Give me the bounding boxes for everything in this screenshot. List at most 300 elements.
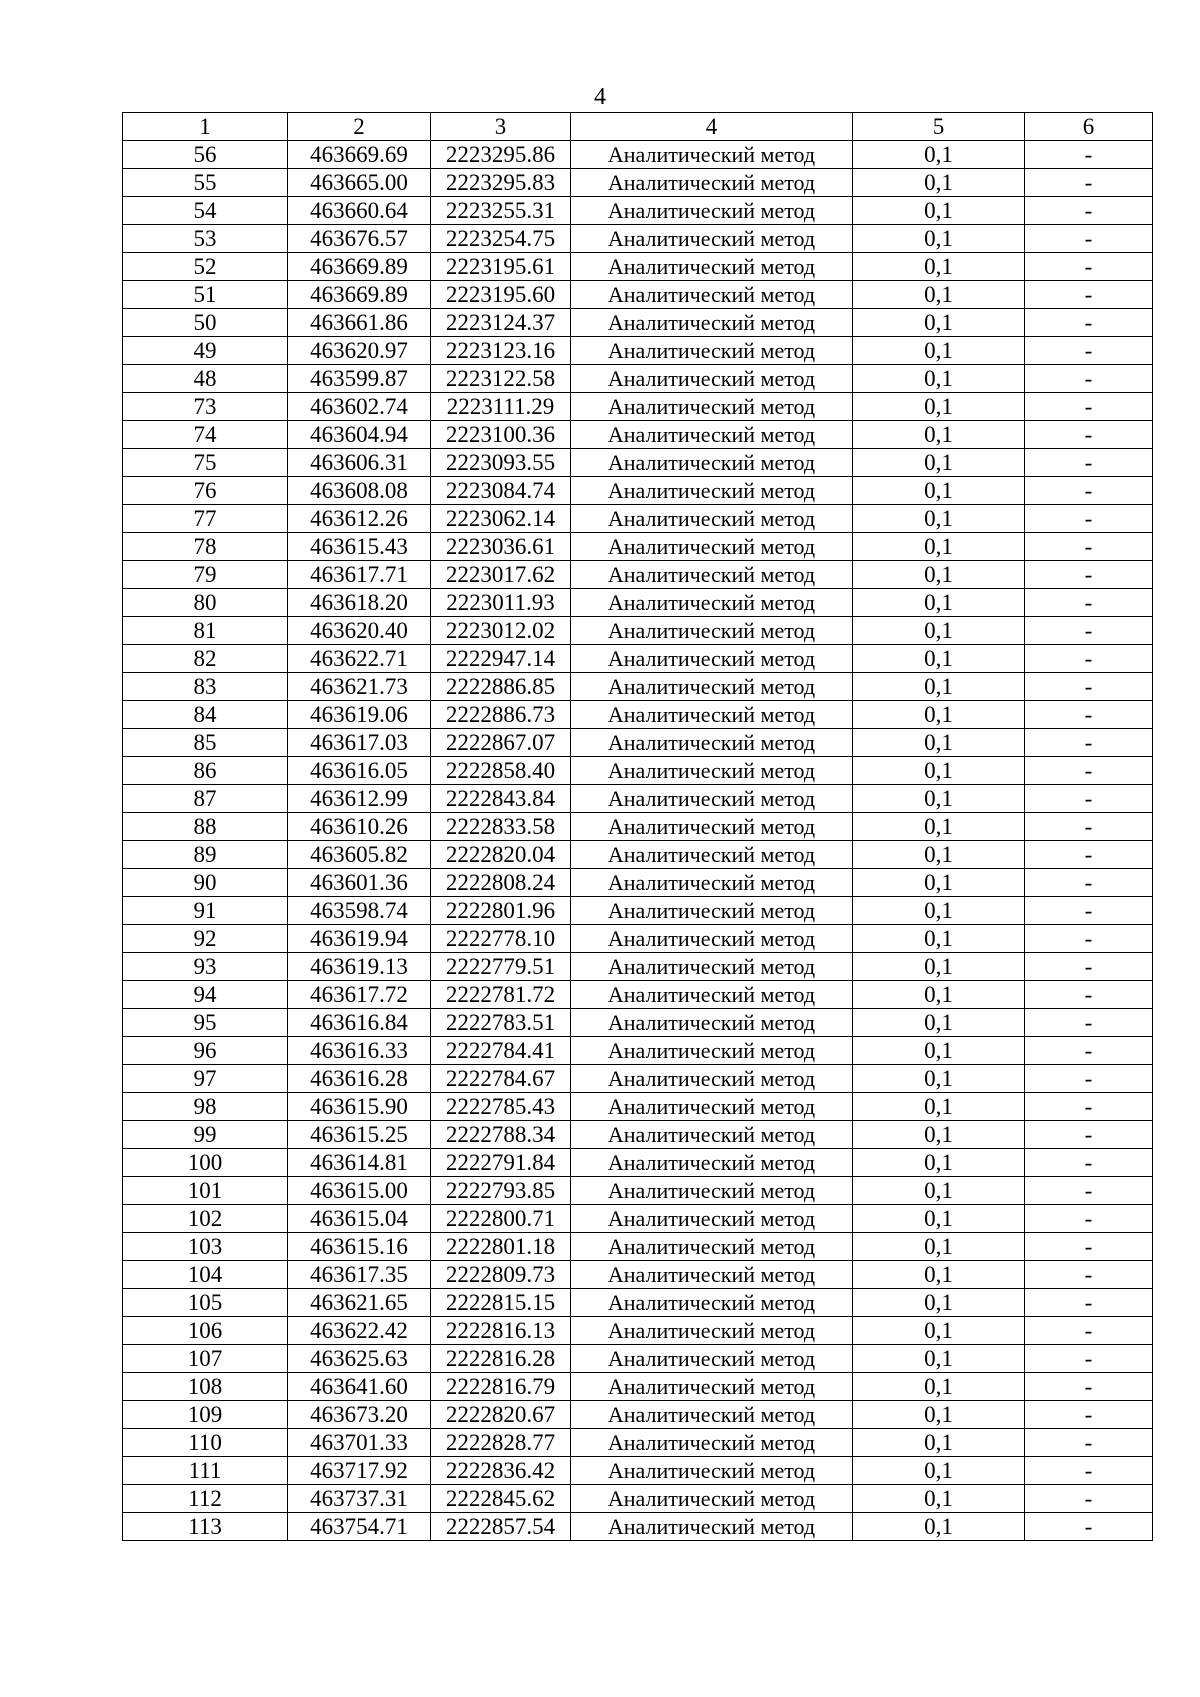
description-cell: - <box>1025 1205 1153 1233</box>
point-number-cell: 78 <box>123 533 288 561</box>
description-cell: - <box>1025 1513 1153 1541</box>
accuracy-cell: 0,1 <box>853 953 1025 981</box>
table-row <box>123 1009 1153 1037</box>
table-row <box>123 505 1153 533</box>
accuracy-cell: 0,1 <box>853 449 1025 477</box>
x-coordinate-cell: 463617.71 <box>288 561 431 589</box>
point-number-cell: 86 <box>123 757 288 785</box>
description-cell: - <box>1025 1037 1153 1065</box>
table-row <box>123 1457 1153 1485</box>
method-cell: Аналитический метод <box>571 1037 853 1065</box>
point-number-cell: 51 <box>123 281 288 309</box>
y-coordinate-cell: 2222791.84 <box>431 1149 571 1177</box>
x-coordinate-cell: 463619.13 <box>288 953 431 981</box>
y-coordinate-cell: 2222833.58 <box>431 813 571 841</box>
point-number-cell: 54 <box>123 197 288 225</box>
accuracy-cell: 0,1 <box>853 337 1025 365</box>
accuracy-cell: 0,1 <box>853 197 1025 225</box>
description-cell: - <box>1025 1345 1153 1373</box>
accuracy-cell: 0,1 <box>853 981 1025 1009</box>
method-cell: Аналитический метод <box>571 645 853 673</box>
y-coordinate-cell: 2222857.54 <box>431 1513 571 1541</box>
description-cell: - <box>1025 281 1153 309</box>
accuracy-cell: 0,1 <box>853 1345 1025 1373</box>
description-cell: - <box>1025 645 1153 673</box>
y-coordinate-cell: 2223093.55 <box>431 449 571 477</box>
description-cell: - <box>1025 337 1153 365</box>
accuracy-cell: 0,1 <box>853 505 1025 533</box>
table-row <box>123 897 1153 925</box>
point-number-cell: 113 <box>123 1513 288 1541</box>
table-row <box>123 953 1153 981</box>
point-number-cell: 50 <box>123 309 288 337</box>
accuracy-cell: 0,1 <box>853 1457 1025 1485</box>
accuracy-cell: 0,1 <box>853 1065 1025 1093</box>
table-row <box>123 1317 1153 1345</box>
point-number-cell: 108 <box>123 1373 288 1401</box>
accuracy-cell: 0,1 <box>853 1205 1025 1233</box>
x-coordinate-cell: 463598.74 <box>288 897 431 925</box>
method-cell: Аналитический метод <box>571 1121 853 1149</box>
point-number-cell: 98 <box>123 1093 288 1121</box>
method-cell: Аналитический метод <box>571 1513 853 1541</box>
header-cell: 4 <box>571 113 853 141</box>
y-coordinate-cell: 2223255.31 <box>431 197 571 225</box>
x-coordinate-cell: 463669.69 <box>288 141 431 169</box>
table-row <box>123 169 1153 197</box>
x-coordinate-cell: 463754.71 <box>288 1513 431 1541</box>
point-number-cell: 77 <box>123 505 288 533</box>
table-row <box>123 1513 1153 1541</box>
y-coordinate-cell: 2222843.84 <box>431 785 571 813</box>
table-row <box>123 813 1153 841</box>
table-row <box>123 757 1153 785</box>
table-row <box>123 645 1153 673</box>
point-number-cell: 85 <box>123 729 288 757</box>
method-cell: Аналитический метод <box>571 505 853 533</box>
x-coordinate-cell: 463618.20 <box>288 589 431 617</box>
x-coordinate-cell: 463608.08 <box>288 477 431 505</box>
x-coordinate-cell: 463615.90 <box>288 1093 431 1121</box>
table-row <box>123 673 1153 701</box>
y-coordinate-cell: 2223084.74 <box>431 477 571 505</box>
method-cell: Аналитический метод <box>571 281 853 309</box>
description-cell: - <box>1025 1261 1153 1289</box>
header-cell: 6 <box>1025 113 1153 141</box>
accuracy-cell: 0,1 <box>853 1233 1025 1261</box>
method-cell: Аналитический метод <box>571 1065 853 1093</box>
y-coordinate-cell: 2223111.29 <box>431 393 571 421</box>
x-coordinate-cell: 463717.92 <box>288 1457 431 1485</box>
point-number-cell: 83 <box>123 673 288 701</box>
accuracy-cell: 0,1 <box>853 309 1025 337</box>
accuracy-cell: 0,1 <box>853 141 1025 169</box>
table-row <box>123 589 1153 617</box>
accuracy-cell: 0,1 <box>853 1429 1025 1457</box>
description-cell: - <box>1025 1093 1153 1121</box>
description-cell: - <box>1025 393 1153 421</box>
y-coordinate-cell: 2222867.07 <box>431 729 571 757</box>
method-cell: Аналитический метод <box>571 1401 853 1429</box>
y-coordinate-cell: 2223122.58 <box>431 365 571 393</box>
point-number-cell: 102 <box>123 1205 288 1233</box>
method-cell: Аналитический метод <box>571 1373 853 1401</box>
table-row <box>123 253 1153 281</box>
point-number-cell: 94 <box>123 981 288 1009</box>
accuracy-cell: 0,1 <box>853 169 1025 197</box>
y-coordinate-cell: 2222845.62 <box>431 1485 571 1513</box>
y-coordinate-cell: 2222778.10 <box>431 925 571 953</box>
method-cell: Аналитический метод <box>571 981 853 1009</box>
table-row <box>123 141 1153 169</box>
y-coordinate-cell: 2223124.37 <box>431 309 571 337</box>
description-cell: - <box>1025 309 1153 337</box>
accuracy-cell: 0,1 <box>853 729 1025 757</box>
accuracy-cell: 0,1 <box>853 1009 1025 1037</box>
description-cell: - <box>1025 225 1153 253</box>
x-coordinate-cell: 463610.26 <box>288 813 431 841</box>
description-cell: - <box>1025 1177 1153 1205</box>
x-coordinate-cell: 463665.00 <box>288 169 431 197</box>
x-coordinate-cell: 463619.06 <box>288 701 431 729</box>
description-cell: - <box>1025 953 1153 981</box>
method-cell: Аналитический метод <box>571 253 853 281</box>
description-cell: - <box>1025 1429 1153 1457</box>
x-coordinate-cell: 463621.65 <box>288 1289 431 1317</box>
accuracy-cell: 0,1 <box>853 645 1025 673</box>
point-number-cell: 73 <box>123 393 288 421</box>
y-coordinate-cell: 2222793.85 <box>431 1177 571 1205</box>
point-number-cell: 95 <box>123 1009 288 1037</box>
description-cell: - <box>1025 561 1153 589</box>
accuracy-cell: 0,1 <box>853 813 1025 841</box>
y-coordinate-cell: 2223254.75 <box>431 225 571 253</box>
header-cell: 5 <box>853 113 1025 141</box>
point-number-cell: 87 <box>123 785 288 813</box>
accuracy-cell: 0,1 <box>853 281 1025 309</box>
point-number-cell: 88 <box>123 813 288 841</box>
y-coordinate-cell: 2222808.24 <box>431 869 571 897</box>
table-row <box>123 1345 1153 1373</box>
point-number-cell: 49 <box>123 337 288 365</box>
x-coordinate-cell: 463615.00 <box>288 1177 431 1205</box>
method-cell: Аналитический метод <box>571 925 853 953</box>
y-coordinate-cell: 2223195.60 <box>431 281 571 309</box>
description-cell: - <box>1025 421 1153 449</box>
description-cell: - <box>1025 1233 1153 1261</box>
x-coordinate-cell: 463612.99 <box>288 785 431 813</box>
y-coordinate-cell: 2222801.96 <box>431 897 571 925</box>
x-coordinate-cell: 463617.72 <box>288 981 431 1009</box>
table-row <box>123 1401 1153 1429</box>
accuracy-cell: 0,1 <box>853 617 1025 645</box>
description-cell: - <box>1025 757 1153 785</box>
method-cell: Аналитический метод <box>571 1345 853 1373</box>
table-row <box>123 309 1153 337</box>
table-row <box>123 1205 1153 1233</box>
point-number-cell: 101 <box>123 1177 288 1205</box>
x-coordinate-cell: 463615.04 <box>288 1205 431 1233</box>
point-number-cell: 96 <box>123 1037 288 1065</box>
x-coordinate-cell: 463701.33 <box>288 1429 431 1457</box>
description-cell: - <box>1025 1485 1153 1513</box>
description-cell: - <box>1025 925 1153 953</box>
table-header-row <box>123 113 1153 141</box>
point-number-cell: 107 <box>123 1345 288 1373</box>
accuracy-cell: 0,1 <box>853 757 1025 785</box>
accuracy-cell: 0,1 <box>853 785 1025 813</box>
x-coordinate-cell: 463660.64 <box>288 197 431 225</box>
y-coordinate-cell: 2222788.34 <box>431 1121 571 1149</box>
method-cell: Аналитический метод <box>571 337 853 365</box>
accuracy-cell: 0,1 <box>853 533 1025 561</box>
method-cell: Аналитический метод <box>571 757 853 785</box>
point-number-cell: 103 <box>123 1233 288 1261</box>
point-number-cell: 55 <box>123 169 288 197</box>
point-number-cell: 93 <box>123 953 288 981</box>
point-number-cell: 106 <box>123 1317 288 1345</box>
y-coordinate-cell: 2223295.86 <box>431 141 571 169</box>
table-row <box>123 981 1153 1009</box>
x-coordinate-cell: 463620.40 <box>288 617 431 645</box>
description-cell: - <box>1025 981 1153 1009</box>
y-coordinate-cell: 2222816.79 <box>431 1373 571 1401</box>
page-number: 4 <box>594 84 606 110</box>
table-row <box>123 785 1153 813</box>
point-number-cell: 75 <box>123 449 288 477</box>
point-number-cell: 81 <box>123 617 288 645</box>
y-coordinate-cell: 2222820.67 <box>431 1401 571 1429</box>
table-row <box>123 925 1153 953</box>
method-cell: Аналитический метод <box>571 1485 853 1513</box>
point-number-cell: 89 <box>123 841 288 869</box>
method-cell: Аналитический метод <box>571 1177 853 1205</box>
method-cell: Аналитический метод <box>571 953 853 981</box>
point-number-cell: 111 <box>123 1457 288 1485</box>
description-cell: - <box>1025 1121 1153 1149</box>
description-cell: - <box>1025 673 1153 701</box>
description-cell: - <box>1025 253 1153 281</box>
table-row <box>123 729 1153 757</box>
description-cell: - <box>1025 533 1153 561</box>
table-body <box>123 141 1153 1541</box>
table-row <box>123 701 1153 729</box>
accuracy-cell: 0,1 <box>853 225 1025 253</box>
accuracy-cell: 0,1 <box>853 1373 1025 1401</box>
accuracy-cell: 0,1 <box>853 1289 1025 1317</box>
accuracy-cell: 0,1 <box>853 841 1025 869</box>
point-number-cell: 104 <box>123 1261 288 1289</box>
table-row <box>123 1149 1153 1177</box>
table-row <box>123 1121 1153 1149</box>
method-cell: Аналитический метод <box>571 869 853 897</box>
y-coordinate-cell: 2223012.02 <box>431 617 571 645</box>
x-coordinate-cell: 463616.33 <box>288 1037 431 1065</box>
accuracy-cell: 0,1 <box>853 365 1025 393</box>
table-row <box>123 393 1153 421</box>
method-cell: Аналитический метод <box>571 1289 853 1317</box>
method-cell: Аналитический метод <box>571 897 853 925</box>
description-cell: - <box>1025 841 1153 869</box>
accuracy-cell: 0,1 <box>853 1513 1025 1541</box>
x-coordinate-cell: 463617.03 <box>288 729 431 757</box>
table-row <box>123 477 1153 505</box>
y-coordinate-cell: 2223011.93 <box>431 589 571 617</box>
accuracy-cell: 0,1 <box>853 925 1025 953</box>
x-coordinate-cell: 463604.94 <box>288 421 431 449</box>
accuracy-cell: 0,1 <box>853 897 1025 925</box>
x-coordinate-cell: 463737.31 <box>288 1485 431 1513</box>
table-row <box>123 449 1153 477</box>
table-row <box>123 841 1153 869</box>
y-coordinate-cell: 2223123.16 <box>431 337 571 365</box>
method-cell: Аналитический метод <box>571 365 853 393</box>
y-coordinate-cell: 2223295.83 <box>431 169 571 197</box>
description-cell: - <box>1025 1373 1153 1401</box>
y-coordinate-cell: 2222820.04 <box>431 841 571 869</box>
accuracy-cell: 0,1 <box>853 1149 1025 1177</box>
table-row <box>123 1065 1153 1093</box>
table-row <box>123 617 1153 645</box>
y-coordinate-cell: 2223195.61 <box>431 253 571 281</box>
header-cell: 1 <box>123 113 288 141</box>
y-coordinate-cell: 2222886.85 <box>431 673 571 701</box>
y-coordinate-cell: 2222784.67 <box>431 1065 571 1093</box>
description-cell: - <box>1025 1009 1153 1037</box>
accuracy-cell: 0,1 <box>853 673 1025 701</box>
description-cell: - <box>1025 1149 1153 1177</box>
table-row <box>123 197 1153 225</box>
x-coordinate-cell: 463620.97 <box>288 337 431 365</box>
description-cell: - <box>1025 1317 1153 1345</box>
table-row <box>123 1261 1153 1289</box>
method-cell: Аналитический метод <box>571 701 853 729</box>
method-cell: Аналитический метод <box>571 421 853 449</box>
accuracy-cell: 0,1 <box>853 1261 1025 1289</box>
description-cell: - <box>1025 701 1153 729</box>
method-cell: Аналитический метод <box>571 813 853 841</box>
table-row <box>123 561 1153 589</box>
accuracy-cell: 0,1 <box>853 1093 1025 1121</box>
coordinates-table <box>122 112 1153 1541</box>
point-number-cell: 100 <box>123 1149 288 1177</box>
method-cell: Аналитический метод <box>571 1149 853 1177</box>
y-coordinate-cell: 2222801.18 <box>431 1233 571 1261</box>
y-coordinate-cell: 2223036.61 <box>431 533 571 561</box>
description-cell: - <box>1025 869 1153 897</box>
table-row <box>123 1037 1153 1065</box>
table-row <box>123 869 1153 897</box>
x-coordinate-cell: 463601.36 <box>288 869 431 897</box>
y-coordinate-cell: 2222815.15 <box>431 1289 571 1317</box>
point-number-cell: 79 <box>123 561 288 589</box>
y-coordinate-cell: 2222781.72 <box>431 981 571 1009</box>
accuracy-cell: 0,1 <box>853 393 1025 421</box>
x-coordinate-cell: 463615.16 <box>288 1233 431 1261</box>
table-row <box>123 1373 1153 1401</box>
method-cell: Аналитический метод <box>571 309 853 337</box>
method-cell: Аналитический метод <box>571 1093 853 1121</box>
x-coordinate-cell: 463673.20 <box>288 1401 431 1429</box>
method-cell: Аналитический метод <box>571 617 853 645</box>
accuracy-cell: 0,1 <box>853 1037 1025 1065</box>
point-number-cell: 91 <box>123 897 288 925</box>
header-cell: 3 <box>431 113 571 141</box>
accuracy-cell: 0,1 <box>853 477 1025 505</box>
y-coordinate-cell: 2223017.62 <box>431 561 571 589</box>
x-coordinate-cell: 463641.60 <box>288 1373 431 1401</box>
table-row <box>123 1429 1153 1457</box>
method-cell: Аналитический метод <box>571 393 853 421</box>
table-row <box>123 421 1153 449</box>
description-cell: - <box>1025 785 1153 813</box>
x-coordinate-cell: 463661.86 <box>288 309 431 337</box>
accuracy-cell: 0,1 <box>853 1317 1025 1345</box>
x-coordinate-cell: 463676.57 <box>288 225 431 253</box>
x-coordinate-cell: 463616.28 <box>288 1065 431 1093</box>
y-coordinate-cell: 2222785.43 <box>431 1093 571 1121</box>
table-row <box>123 1485 1153 1513</box>
x-coordinate-cell: 463606.31 <box>288 449 431 477</box>
method-cell: Аналитический метод <box>571 169 853 197</box>
accuracy-cell: 0,1 <box>853 1401 1025 1429</box>
x-coordinate-cell: 463614.81 <box>288 1149 431 1177</box>
accuracy-cell: 0,1 <box>853 1177 1025 1205</box>
description-cell: - <box>1025 1457 1153 1485</box>
method-cell: Аналитический метод <box>571 141 853 169</box>
description-cell: - <box>1025 365 1153 393</box>
accuracy-cell: 0,1 <box>853 1121 1025 1149</box>
description-cell: - <box>1025 897 1153 925</box>
description-cell: - <box>1025 1289 1153 1317</box>
header-cell: 2 <box>288 113 431 141</box>
y-coordinate-cell: 2223100.36 <box>431 421 571 449</box>
point-number-cell: 56 <box>123 141 288 169</box>
y-coordinate-cell: 2222779.51 <box>431 953 571 981</box>
y-coordinate-cell: 2222800.71 <box>431 1205 571 1233</box>
table-row <box>123 533 1153 561</box>
y-coordinate-cell: 2222828.77 <box>431 1429 571 1457</box>
point-number-cell: 105 <box>123 1289 288 1317</box>
x-coordinate-cell: 463669.89 <box>288 253 431 281</box>
method-cell: Аналитический метод <box>571 729 853 757</box>
x-coordinate-cell: 463599.87 <box>288 365 431 393</box>
x-coordinate-cell: 463616.05 <box>288 757 431 785</box>
x-coordinate-cell: 463615.25 <box>288 1121 431 1149</box>
table-row <box>123 1289 1153 1317</box>
method-cell: Аналитический метод <box>571 197 853 225</box>
point-number-cell: 110 <box>123 1429 288 1457</box>
method-cell: Аналитический метод <box>571 589 853 617</box>
x-coordinate-cell: 463669.89 <box>288 281 431 309</box>
table-row <box>123 225 1153 253</box>
y-coordinate-cell: 2222816.28 <box>431 1345 571 1373</box>
accuracy-cell: 0,1 <box>853 421 1025 449</box>
accuracy-cell: 0,1 <box>853 701 1025 729</box>
table-row <box>123 365 1153 393</box>
point-number-cell: 53 <box>123 225 288 253</box>
accuracy-cell: 0,1 <box>853 589 1025 617</box>
y-coordinate-cell: 2222783.51 <box>431 1009 571 1037</box>
method-cell: Аналитический метод <box>571 1233 853 1261</box>
y-coordinate-cell: 2222836.42 <box>431 1457 571 1485</box>
method-cell: Аналитический метод <box>571 1205 853 1233</box>
point-number-cell: 109 <box>123 1401 288 1429</box>
description-cell: - <box>1025 449 1153 477</box>
accuracy-cell: 0,1 <box>853 561 1025 589</box>
point-number-cell: 112 <box>123 1485 288 1513</box>
x-coordinate-cell: 463619.94 <box>288 925 431 953</box>
